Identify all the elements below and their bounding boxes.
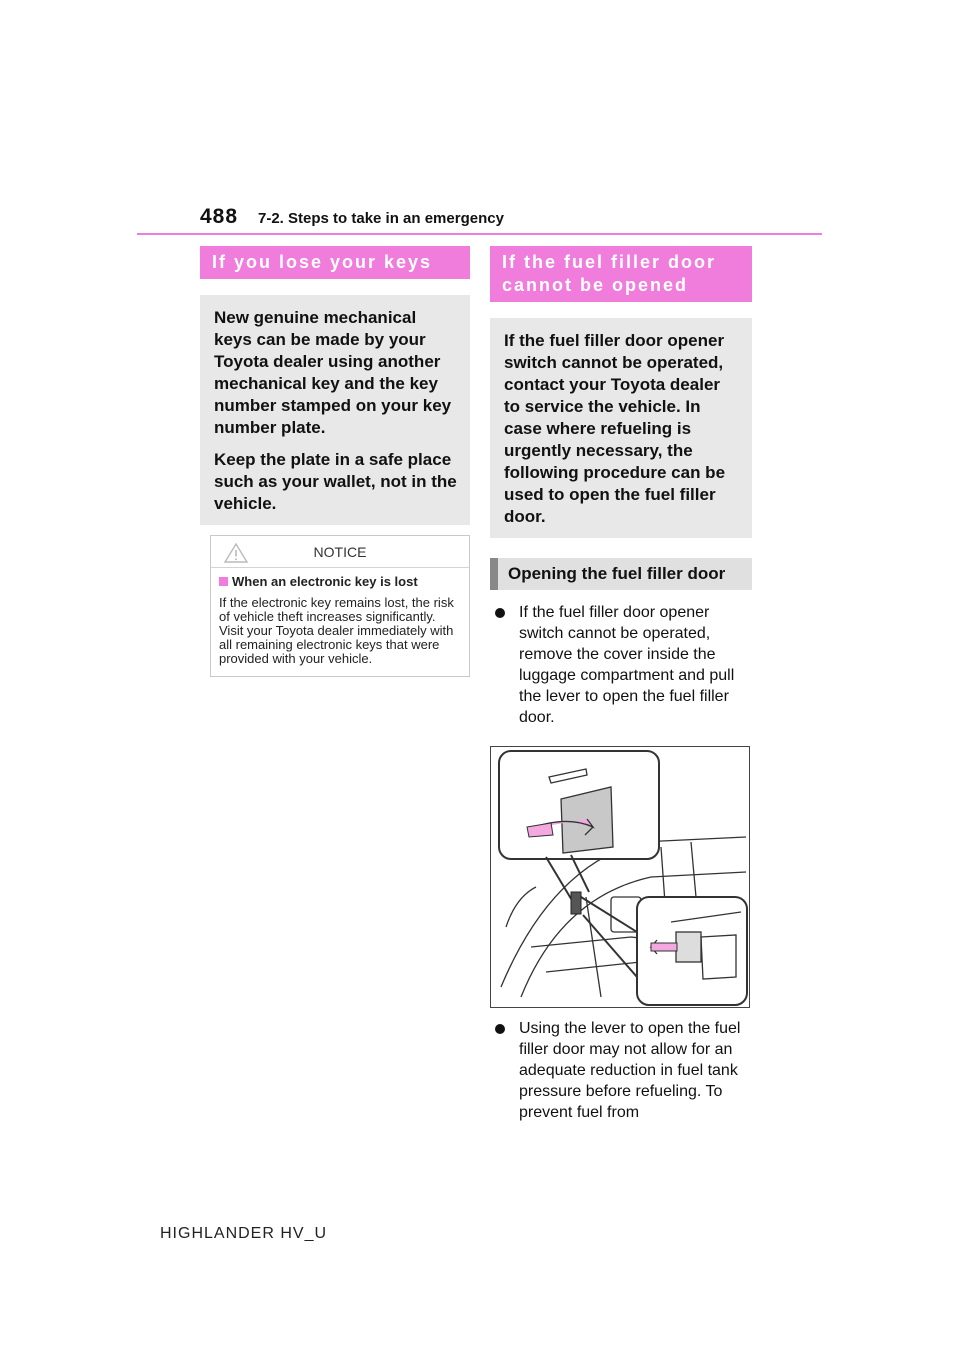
opening-fuel-door-subheading: Opening the fuel filler door	[490, 558, 752, 590]
luggage-lever-illustration	[490, 746, 750, 1008]
notice-header	[211, 536, 469, 568]
notice-subheading-text: When an electronic key is lost	[232, 574, 418, 589]
footer-model: HIGHLANDER HV_U	[160, 1225, 328, 1242]
warning-triangle-icon	[223, 542, 249, 564]
notice-body	[211, 568, 469, 676]
lose-keys-info-box	[200, 295, 470, 525]
header-rule	[137, 233, 822, 235]
notice-text: If the electronic key remains lost, the risk of vehicle theft increases significantly. Visit your Toyota dealer immediately with all remaining electronic keys that were provided with your vehicle.	[219, 595, 454, 666]
notice-label: NOTICE	[313, 544, 367, 560]
info-paragraph: Keep the plate in a safe place such as your wallet, not in the vehicle.	[214, 450, 457, 513]
info-paragraph: New genuine mechanical keys can be made by your Toyota dealer using another mechanical key and the key number stamped on your key number plate.	[214, 308, 452, 437]
notice-box	[210, 535, 470, 677]
bullet-icon	[495, 608, 505, 618]
info-paragraph: If the fuel filler door opener switch cannot be operated, contact your Toyota dealer to service the vehicle. In case where refueling is urgently necessary, the following procedure can be used to open the fuel filler door.	[504, 331, 726, 526]
square-bullet-icon	[219, 577, 228, 586]
lose-keys-heading: If you lose your keys	[200, 246, 470, 279]
fuel-door-info-box	[490, 318, 752, 538]
section-title: 7-2. Steps to take in an emergency	[258, 210, 504, 227]
luggage-compartment-drawing	[491, 747, 749, 1007]
bullet-icon	[495, 1024, 505, 1034]
page-number: 488	[200, 205, 239, 228]
left-column	[200, 246, 470, 677]
notice-subheading	[219, 575, 461, 589]
bullet-text: If the fuel filler door opener switch cannot be operated, remove the cover inside the luggage compartment and pull the lever to open the fuel filler door.	[519, 604, 735, 726]
right-column	[490, 246, 752, 1123]
bullet-text: Using the lever to open the fuel filler door may not allow for an adequate reduction in fuel tank pressure before refueling. To prevent fuel from	[519, 1020, 741, 1121]
bullet-item	[490, 1018, 751, 1123]
bullet-item	[490, 602, 751, 728]
fuel-door-heading: If the fuel filler door cannot be opened	[490, 246, 752, 302]
